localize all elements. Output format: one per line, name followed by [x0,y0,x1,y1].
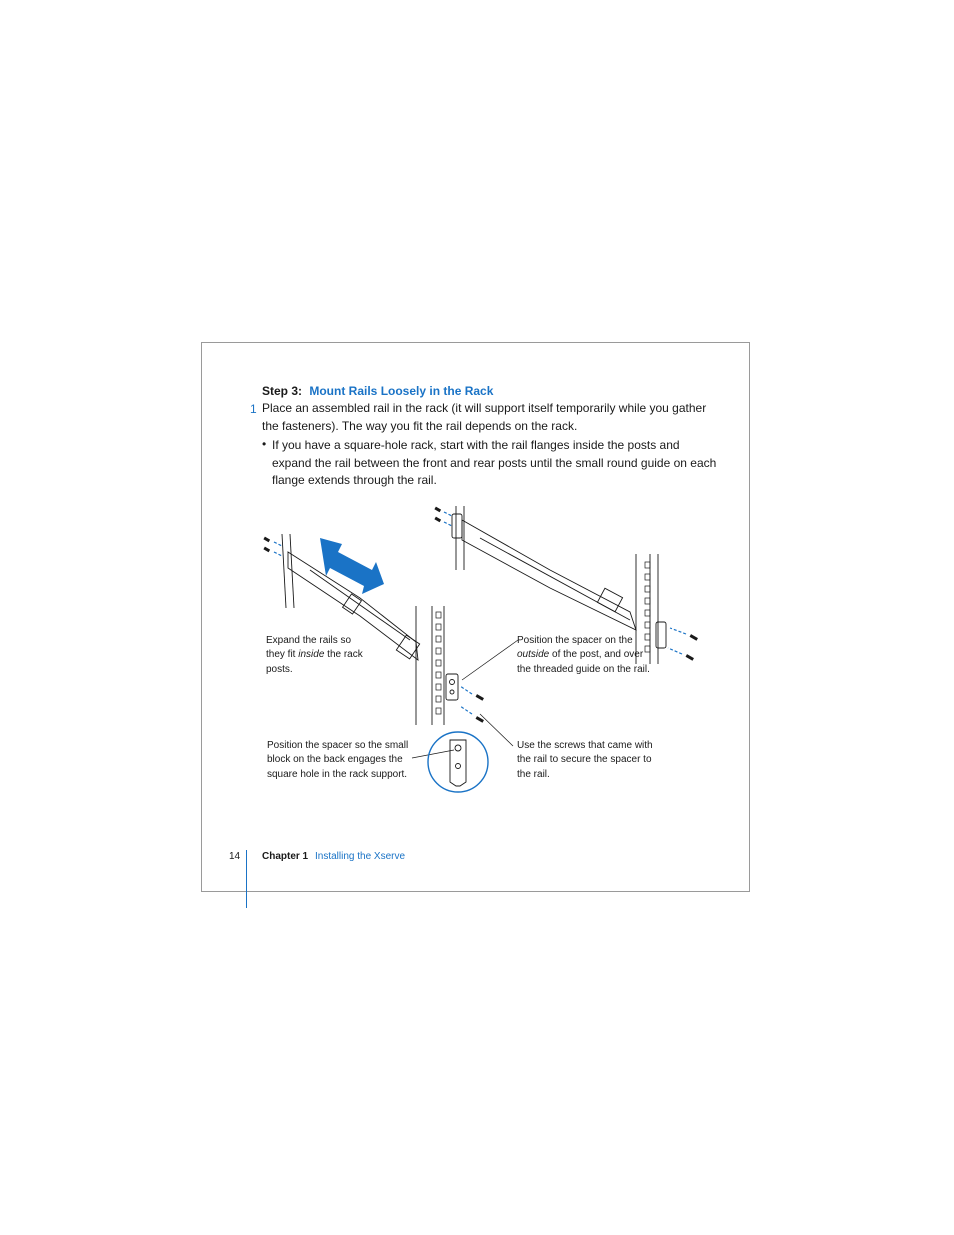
step-heading [262,384,493,398]
instruction-text: Place an assembled rail in the rack (it will support itself temporarily while you gather the fasteners). The way you fit the rail depends on the rack. [262,401,707,433]
caption-expand-rails [266,634,366,677]
caption-expand-after: the rack posts. [266,649,363,675]
caption-expand-em: inside [298,649,325,661]
caption-screws: Use the screws that came with the rail to secure the spacer to the rail. [517,740,653,780]
instruction-number: 1 [250,402,257,416]
footer-rule [246,850,247,908]
step-label: Step 3: [262,384,303,398]
caption-outside-before: Position the spacer on the [517,635,633,646]
top-spacer [452,514,462,538]
spacer-detail-circle [428,732,488,792]
caption-position-block: Position the spacer so the small block on the back engages the square hole in the rack support. [267,740,409,780]
middle-spacer [446,674,458,700]
bullet-symbol: • [262,437,267,451]
footer-chapter: Chapter 1 [262,851,309,862]
screws [263,507,698,723]
caption-position-outside [517,634,657,677]
leader-screws [480,714,513,746]
footer-chapter-title: Installing the Xserve [315,851,406,862]
caption-outside-after: of the post, and over the threaded guide on the rail. [517,649,650,675]
bullet-text: If you have a square-hole rack, start with the rail flanges inside the posts and expand the rail between the front and rear posts until the small round guide on each flange extends through the rail. [272,438,717,487]
step-title: Mount Rails Loosely in the Rack [309,384,494,398]
right-spacer [656,622,666,648]
middle-rear-post [416,606,444,725]
page-number: 14 [229,851,241,862]
right-rail [456,506,636,630]
screw-direction-arrows [274,512,686,714]
leader-outside [462,640,518,680]
caption-expand-before: Expand the rails so they fit [266,635,352,661]
caption-outside-em: outside [517,649,550,661]
expand-double-arrow [320,538,384,594]
